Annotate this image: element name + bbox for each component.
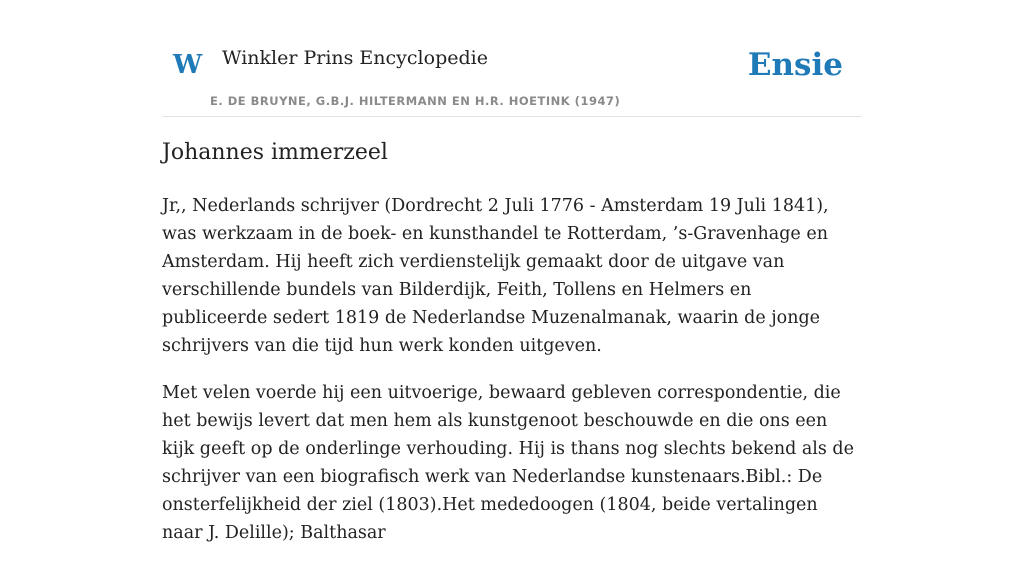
article-body [162, 192, 862, 566]
book-authors: E. DE BRUYNE, G.B.J. HILTERMANN EN H.R. HOETINK (1947) [210, 94, 621, 108]
site-header [162, 0, 862, 117]
ensie-logo-link[interactable]: Ensie [747, 47, 843, 83]
article-paragraph: Met velen voerde hij een uitvoerige, bewaard gebleven correspondentie, die het bewijs levert dat men hem als kunstgenoot beschouwde en die ons een kijk geeft op de onderlinge verhouding. Hij is thans nog slechts bekend als de schrijver van een biografisch werk van Nederlandse kunstenaars.Bibl.: De onsterfelijkheid der ziel (1803).Het mededoogen (1804, beide vertalingen naar J. Delille); Balthasar [162, 383, 854, 543]
winkler-prins-logo[interactable]: W [173, 50, 203, 80]
book-title-link[interactable]: Winkler Prins Encyclopedie [222, 47, 488, 69]
article-title: Johannes immerzeel [162, 140, 388, 165]
page [162, 0, 862, 543]
article-paragraph: Jr,, Nederlands schrijver (Dordrecht 2 Juli 1776 - Amsterdam 19 Juli 1841), was werkzaam in de boek- en kunsthandel te Rotterdam, ’s-Gravenhage en Amsterdam. Hij heeft zich verdienstelijk gemaakt door de uitgave van verschillende bundels van Bilderdijk, Feith, Tollens en Helmers en publiceerde sedert 1819 de Nederlandse Muzenalmanak, waarin de jonge schrijvers van die tijd hun werk konden uitgeven. [162, 196, 829, 356]
